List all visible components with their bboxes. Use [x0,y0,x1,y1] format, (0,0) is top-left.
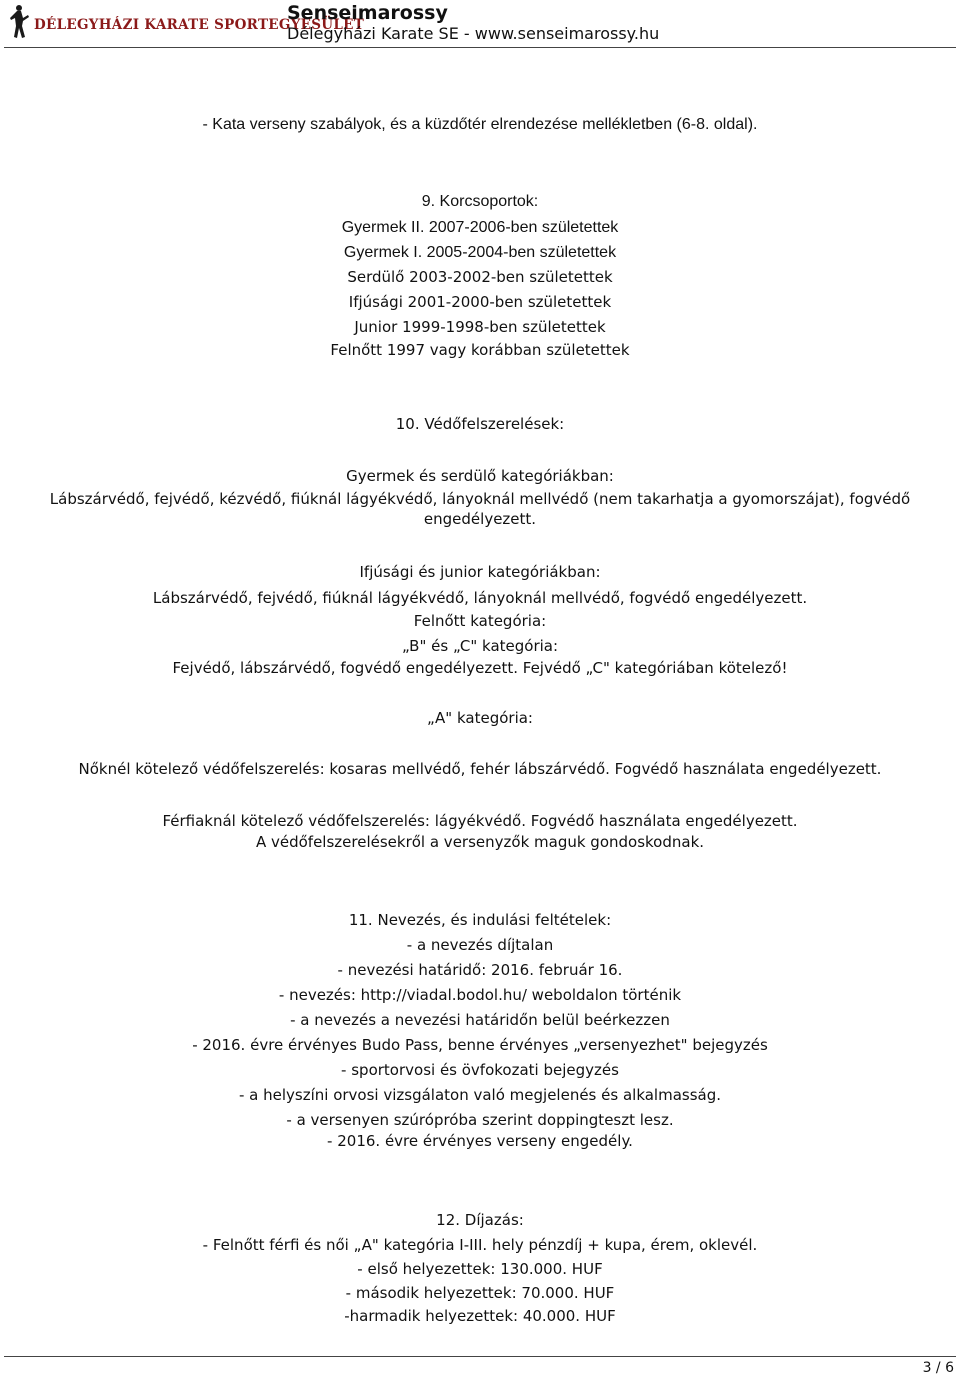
entry-condition-item: - a nevezés a nevezési határidőn belül beérkezzen [290,1011,670,1029]
bc-category-heading: „B" és „C" kategória: [401,637,559,655]
adult-category-heading: Felnőtt kategória: [413,612,547,630]
a-category-women: Nőknél kötelező védőfelszerelés: kosaras mellvédő, fehér lábszárvédő. Fogvédő használata engedélyezett. [78,760,882,778]
header-divider [4,47,956,48]
entry-condition-item: - sportorvosi és övfokozati bejegyzés [341,1061,619,1079]
entry-condition-item: - nevezési határidő: 2016. február 16. [337,961,623,979]
age-group-item: Gyermek II. 2007-2006-ben születettek [341,219,619,236]
entry-condition-item: - a versenyen szúrópróba szerint doppingteszt lesz. [286,1111,674,1129]
age-group-item: Serdülő 2003-2002-ben születettek [347,268,613,286]
site-subtitle: Délegyházi Karate SE - www.senseimarossy.hu [287,24,660,43]
entry-condition-item: - a nevezés díjtalan [406,936,554,954]
section-12-heading: 12. Díjazás: [436,1211,524,1229]
site-title: Senseimarossy [287,2,448,24]
child-category-text-cont: engedélyezett. [423,510,537,528]
prize-item: - második helyezettek: 70.000. HUF [345,1284,615,1302]
child-category-text: Lábszárvédő, fejvédő, kézvédő, fiúknál lágyékvédő, lányoknál mellvédő (nem takarhatja a gyomorszájat), fogvédő [49,490,911,508]
club-logo [10,4,365,40]
youth-category-heading: Ifjúsági és junior kategóriákban: [359,563,601,581]
entry-condition-item: - 2016. évre érvényes verseny engedély. [327,1132,633,1150]
kata-rules-line: - Kata verseny szabályok, és a küzdőtér elrendezése mellékletben (6-8. oldal). [202,116,758,133]
age-group-item: Felnőtt 1997 vagy korábban születettek [330,341,630,359]
prize-item: - első helyezettek: 130.000. HUF [357,1260,603,1278]
entry-condition-item: - nevezés: http://viadal.bodol.hu/ weboldalon történik [278,986,682,1004]
footer-divider [4,1356,956,1357]
svg-text:DÉLEGYHÁZI KARATE SPORTEGYESÜL: DÉLEGYHÁZI KARATE SPORTEGYESÜLET [34,17,365,33]
child-category-heading: Gyermek és serdülő kategóriákban: [346,467,614,485]
age-group-item: Ifjúsági 2001-2000-ben születettek [348,293,612,311]
page-header [0,0,960,48]
bc-category-text: Fejvédő, lábszárvédő, fogvédő engedélyezett. Fejvédő „C" kategóriában kötelező! [172,659,788,677]
entry-condition-item: - 2016. évre érvényes Budo Pass, benne érvényes „versenyezhet" bejegyzés [192,1036,768,1054]
section-11-heading: 11. Nevezés, és indulási feltételek: [348,911,612,929]
equipment-note: A védőfelszerelésekről a versenyzők maguk gondoskodnak. [255,833,705,851]
prize-item: -harmadik helyezettek: 40.000. HUF [344,1307,616,1325]
a-category-heading: „A" kategória: [427,709,533,727]
section-9-heading: 9. Korcsoportok: [421,193,539,210]
entry-condition-item: - a helyszíni orvosi vizsgálaton való megjelenés és alkalmasság. [238,1086,722,1104]
age-group-item: Gyermek I. 2005-2004-ben születettek [343,244,617,261]
youth-category-text: Lábszárvédő, fejvédő, fiúknál lágyékvédő, lányoknál mellvédő, fogvédő engedélyezett. [152,589,808,607]
prize-item: - Felnőtt férfi és női „A" kategória I-III. hely pénzdíj + kupa, érem, oklevél. [202,1236,758,1254]
age-group-item: Junior 1999-1998-ben születettek [354,318,606,336]
page-number: 3 / 6 [922,1360,954,1376]
a-category-men: Férfiaknál kötelező védőfelszerelés: lágyékvédő. Fogvédő használata engedélyezett. [162,812,798,830]
section-10-heading: 10. Védőfelszerelések: [395,415,565,433]
